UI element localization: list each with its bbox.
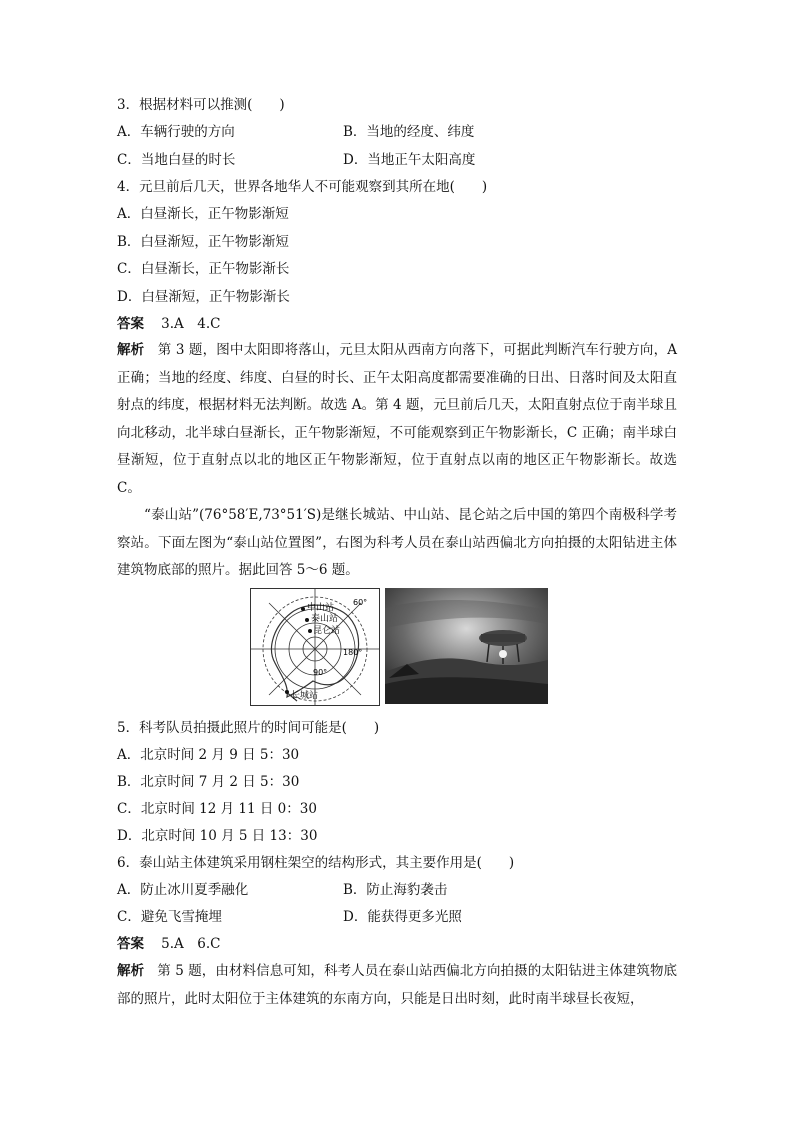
antarctica-map-graphic — [251, 589, 379, 705]
q3-option-c: C．当地白昼的时长 — [117, 152, 236, 168]
analysis-text: 第 3 题，图中太阳即将落山，元旦太阳从西南方向落下，可据此判断汽车行驶方向，A 正确；当地的经度、纬度、白昼的时长、正午太阳高度都需要准确的日出、日落时间及太阳直射点的纬度，根据材料无法判断。故选 A。第 4 题，元旦前后几天，太阳直射点位于南半球且向北移动，北半球白昼渐长，正午物影渐短，不可能观察到正午物影渐长，C 正确；南半球白昼渐短，位于直射点以北的地区正午物影渐短，位于直射点以南的地区正午物影渐长。故选 C。 — [117, 342, 678, 496]
map-label-kunlun: 昆仑站 — [313, 626, 341, 636]
q4-option-a: A．白昼渐长，正午物影渐短 — [117, 206, 289, 222]
q6-option-c: C．避免飞雪掩埋 — [117, 909, 222, 925]
q5-option-a: A．北京时间 2 月 9 日 5：30 — [117, 747, 300, 763]
q6-stem: 6．泰山站主体建筑采用钢柱架空的结构形式，其主要作用是( ) — [117, 855, 515, 871]
taishan-station-photo — [385, 588, 548, 704]
analysis-text: 第 5 题，由材料信息可知，科考人员在泰山站西偏北方向拍摄的太阳钻进主体建筑物底部的照片，此时太阳位于主体建筑的东南方向，只能是日出时刻，此时南半球昼长夜短， — [117, 963, 678, 1007]
q3-option-a: A．车辆行驶的方向 — [117, 124, 235, 140]
map-label-zhongshan: 中山站 — [307, 603, 335, 613]
map-label-60: 60° — [353, 598, 368, 607]
q6-option-a: A．防止冰川夏季融化 — [117, 882, 249, 898]
q3-options-row1 — [117, 119, 235, 146]
q3-option-d: D．当地正午太阳高度 — [343, 152, 476, 168]
q4-option-c: C．白昼渐长，正午物影渐长 — [117, 261, 290, 277]
q4-option-b: B．白昼渐短，正午物影渐短 — [117, 234, 289, 250]
analysis-label: 解析 — [117, 963, 145, 979]
analysis-3-4 — [117, 337, 677, 502]
answer-value: 3.A 4.C — [161, 316, 221, 332]
map-label-changcheng: 长城站 — [291, 691, 319, 701]
answer-label: 答案 — [117, 316, 144, 332]
q5-option-d: D．北京时间 10 月 5 日 13：30 — [117, 828, 318, 844]
intro-5-6: “泰山站”(76°58′E,73°51′S)是继长城站、中山站、昆仑站之后中国的第四个南极科学考察站。下面左图为“泰山站位置图”，右图为科考人员在泰山站西偏北方向拍摄的太阳钻进主体建筑物底部的照片。据此回答 5～6 题。 — [117, 507, 677, 578]
analysis-label: 解析 — [117, 342, 145, 358]
q4-stem: 4．元旦前后几天，世界各地华人不可能观察到其所在地( ) — [117, 179, 488, 195]
answer-value: 5.A 6.C — [161, 936, 221, 952]
q3-option-b: B．当地的经度、纬度 — [343, 124, 475, 140]
station-photo-graphic — [385, 588, 548, 704]
q3-stem: 3．根据材料可以推测( ) — [117, 97, 285, 113]
q5-option-c: C．北京时间 12 月 11 日 0：30 — [117, 801, 317, 817]
answer-label: 答案 — [117, 936, 144, 952]
analysis-5-6 — [117, 958, 677, 1013]
q6-option-d: D．能获得更多光照 — [343, 909, 462, 925]
taishan-location-map — [250, 588, 380, 706]
map-label-taishan: 泰山站 — [311, 614, 339, 624]
q5-stem: 5．科考队员拍摄此照片的时间可能是( ) — [117, 720, 380, 736]
map-label-180: 180° — [343, 648, 363, 657]
map-label-90: 90° — [313, 668, 328, 677]
q6-option-b: B．防止海豹袭击 — [343, 882, 448, 898]
answer-3-4 — [117, 311, 221, 338]
q4-option-d: D．白昼渐短，正午物影渐长 — [117, 289, 290, 305]
q5-option-b: B．北京时间 7 月 2 日 5：30 — [117, 774, 300, 790]
answer-5-6 — [117, 931, 221, 958]
